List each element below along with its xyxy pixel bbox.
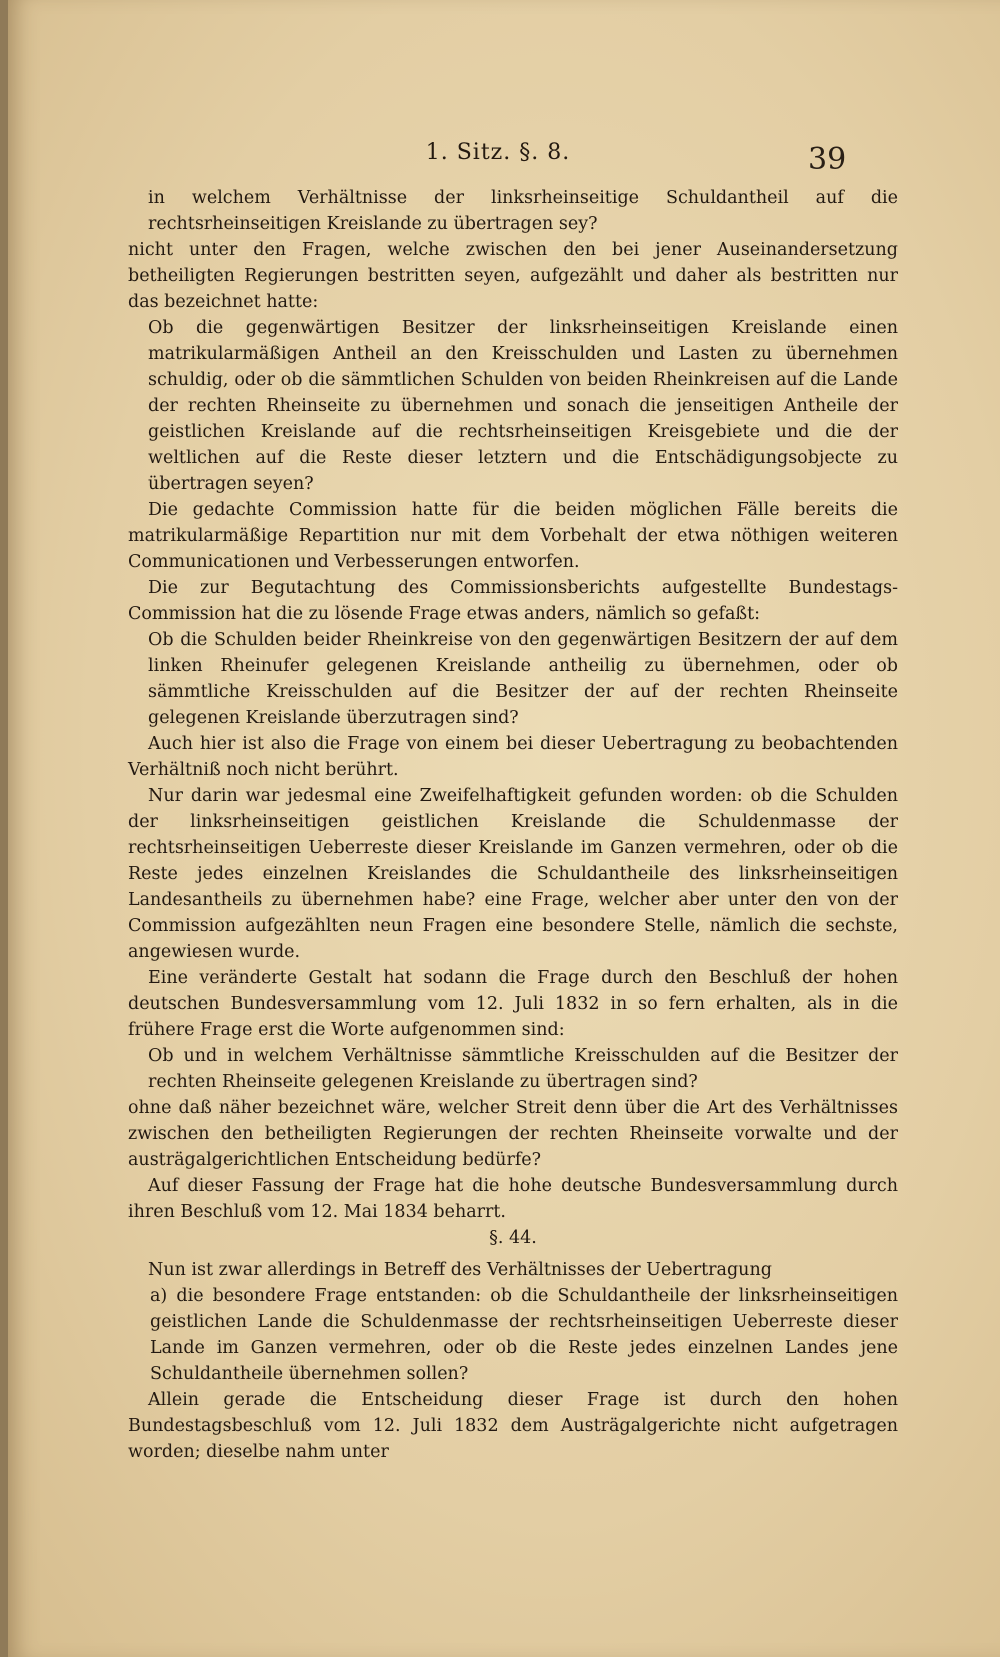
paragraph: ohne daß näher bezeichnet wäre, welcher Streit denn über die Art des Verhältnisses zwischen den betheiligten Regierungen der rechten Rheinseite vorwalte und der austrägalgerichtlichen Entscheidung bedürfe? xyxy=(128,1098,898,1170)
paragraph: Ob die Schulden beider Rheinkreise von den gegenwärtigen Besitzern der auf dem linken Rheinufer gelegenen Kreislande antheilig zu übernehmen, oder ob sämmtliche Kreisschulden auf die Besitzer der auf der rechten Rheinseite gelegenen Kreislande überzutragen sind? xyxy=(148,630,898,728)
paragraph: Ob die gegenwärtigen Besitzer der linksrheinseitigen Kreislande einen matrikularmäßigen Antheil an den Kreisschulden und Lasten zu übernehmen schuldig, oder ob die sämmtlichen Schulden von beiden Rheinkreisen auf die Lande der rechten Rheinseite zu übernehmen und sonach die jenseitigen Antheile der geistlichen Kreislande auf die rechtsrheinseitigen Kreisgebiete und die der weltlichen auf die Reste dieser letztern und die Entschädigungsobjecte zu übertragen seyen? xyxy=(148,318,898,494)
running-head: 1. Sitz. §. 8. xyxy=(425,140,571,165)
document-page xyxy=(8,0,1000,1657)
paragraph: in welchem Verhältnisse der linksrheinseitige Schuldantheil auf die rechtsrheinseitigen Kreislande zu übertragen sey? xyxy=(148,188,898,234)
paragraph: Auf dieser Fassung der Frage hat die hohe deutsche Bundesversammlung durch ihren Beschluß vom 12. Mai 1834 beharrt. xyxy=(128,1176,898,1222)
page-header xyxy=(8,140,1000,180)
page-number: 39 xyxy=(808,142,847,177)
list-item: a) die besondere Frage entstanden: ob die Schuldantheile der linksrheinseitigen geistlichen Lande die Schuldenmasse der rechtsrheinseitigen Ueberreste dieser Lande im Ganzen vermehren, oder ob die Reste jedes einzelnen Landes jene Schuldantheile übernehmen sollen? xyxy=(150,1286,898,1384)
body-text xyxy=(128,185,898,1465)
paragraph: Auch hier ist also die Frage von einem bei dieser Uebertragung zu beobachtenden Verhältniß noch nicht berührt. xyxy=(128,734,898,780)
paragraph: Eine veränderte Gestalt hat sodann die Frage durch den Beschluß der hohen deutschen Bundesversammlung vom 12. Juli 1832 in so fern erhalten, als in die frühere Frage erst die Worte aufgenommen sind: xyxy=(128,968,898,1040)
paragraph: Nur darin war jedesmal eine Zweifelhaftigkeit gefunden worden: ob die Schulden der linksrheinseitigen geistlichen Kreislande die Schuldenmasse der rechtsrheinseitigen Ueberreste dieser Kreislande im Ganzen vermehren, oder ob die Reste jedes einzelnen Kreislandes die Schuldantheile des linksrheinseitigen Landesantheils zu übernehmen habe? eine Frage, welcher aber unter den von der Commission aufgezählten neun Fragen eine besondere Stelle, nämlich die sechste, angewiesen wurde. xyxy=(128,786,898,962)
paragraph: Ob und in welchem Verhältnisse sämmtliche Kreisschulden auf die Besitzer der rechten Rheinseite gelegenen Kreislande zu übertragen sind? xyxy=(148,1046,898,1092)
section-heading: §. 44. xyxy=(489,1228,537,1248)
paragraph: Nun ist zwar allerdings in Betreff des Verhältnisses der Uebertragung xyxy=(148,1260,772,1280)
paragraph: Die zur Begutachtung des Commissionsberichts aufgestellte Bundestags-Commission hat die zu lösende Frage etwas anders, nämlich so gefaßt: xyxy=(128,578,898,624)
paragraph: nicht unter den Fragen, welche zwischen den bei jener Auseinandersetzung betheiligten Regierungen bestritten seyen, aufgezählt und daher als bestritten nur das bezeichnet hatte: xyxy=(128,240,898,312)
paragraph: Die gedachte Commission hatte für die beiden möglichen Fälle bereits die matrikularmäßige Repartition nur mit dem Vorbehalt der etwa nöthigen weiteren Communicationen und Verbesserungen entworfen. xyxy=(128,500,898,572)
paragraph: Allein gerade die Entscheidung dieser Frage ist durch den hohen Bundestagsbeschluß vom 12. Juli 1832 dem Austrägalgerichte nicht aufgetragen worden; dieselbe nahm unter xyxy=(128,1390,898,1462)
